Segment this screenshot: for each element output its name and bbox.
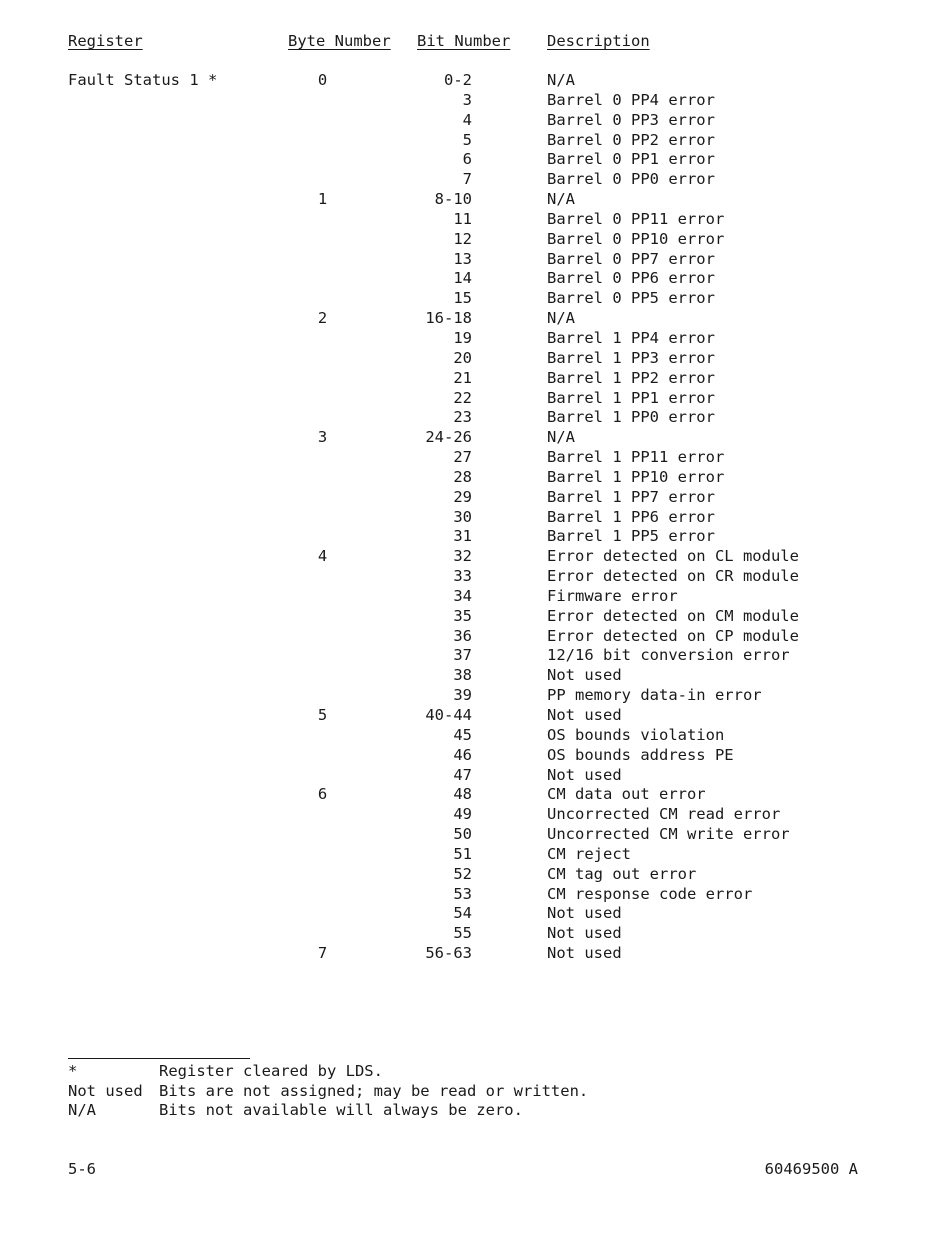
- bit-description: Barrel 1 PP7 error: [547, 487, 715, 506]
- bit-description: CM tag out error: [547, 864, 697, 883]
- bit-description: Error detected on CP module: [547, 626, 799, 645]
- bit-description: N/A: [547, 71, 575, 89]
- bit-description: Not used: [547, 924, 622, 943]
- table-row: [0, 369, 950, 389]
- bit-number: 39: [453, 686, 472, 705]
- bit-number: 50: [453, 825, 472, 844]
- bit-description: OS bounds address PE: [547, 745, 734, 764]
- bit-number: 47: [453, 765, 472, 784]
- bit-number: 55: [453, 924, 472, 943]
- bit-number: 14: [453, 269, 472, 288]
- bit-description: Barrel 0 PP0 error: [547, 170, 715, 189]
- bit-number: 37: [453, 646, 472, 665]
- footnote-text: Register cleared by LDS.: [159, 1062, 383, 1080]
- bit-description: N/A: [547, 428, 575, 447]
- byte-number: 2: [317, 309, 328, 328]
- table-row: [0, 845, 950, 865]
- table-row: [0, 865, 950, 885]
- table-row: [0, 547, 950, 567]
- bit-description: Barrel 0 PP4 error: [547, 90, 715, 109]
- bit-number: 56-63: [425, 944, 472, 963]
- byte-number: 7: [317, 944, 328, 963]
- table-row: [0, 71, 950, 91]
- table-row: [0, 468, 950, 488]
- bit-number: 5: [462, 130, 472, 149]
- bit-description: Firmware error: [547, 586, 678, 605]
- page-number: 5-6: [68, 1160, 96, 1178]
- footnote-key: Not used: [68, 1082, 143, 1100]
- table-row: [0, 706, 950, 726]
- bit-number: 30: [453, 507, 472, 526]
- byte-number: 1: [317, 190, 328, 209]
- bit-number: 13: [453, 249, 472, 268]
- table-row: [0, 289, 950, 309]
- table-row: [0, 527, 950, 547]
- bit-number: 33: [453, 567, 472, 586]
- byte-number: 3: [317, 428, 328, 447]
- bit-description: CM reject: [547, 844, 631, 863]
- table-row: [0, 924, 950, 944]
- bit-number: 46: [453, 745, 472, 764]
- bit-description: CM data out error: [547, 785, 706, 804]
- bit-description: Barrel 1 PP2 error: [547, 368, 715, 387]
- bit-number: 34: [453, 586, 472, 605]
- footnote-text: Bits not available will always be zero.: [159, 1101, 523, 1119]
- bit-description: Barrel 1 PP4 error: [547, 328, 715, 347]
- table-row: [0, 825, 950, 845]
- table-row: [0, 726, 950, 746]
- bit-description: Not used: [547, 666, 622, 685]
- bit-number: 20: [453, 348, 472, 367]
- table-row: [0, 686, 950, 706]
- bit-number: 3: [462, 90, 472, 109]
- register-bit-table: [0, 71, 950, 964]
- table-row: [0, 91, 950, 111]
- table-row: [0, 111, 950, 131]
- bit-number: 0-2: [444, 71, 472, 89]
- footnote-key: *: [68, 1062, 78, 1080]
- column-header-description: Description: [547, 32, 650, 50]
- bit-number: 36: [453, 626, 472, 645]
- table-row: [0, 646, 950, 666]
- bit-description: Error detected on CM module: [547, 606, 799, 625]
- bit-number: 35: [453, 606, 472, 625]
- bit-description: Uncorrected CM write error: [547, 825, 790, 844]
- table-row: [0, 944, 950, 964]
- table-row: [0, 567, 950, 587]
- bit-description: Barrel 0 PP1 error: [547, 150, 715, 169]
- column-header-bit-number: Bit Number: [417, 32, 511, 50]
- table-row: [0, 210, 950, 230]
- bit-description: Error detected on CR module: [547, 567, 799, 586]
- table-row: [0, 150, 950, 170]
- table-row: [0, 329, 950, 349]
- table-row: [0, 785, 950, 805]
- bit-number: 48: [453, 785, 472, 804]
- bit-description: Barrel 0 PP3 error: [547, 110, 715, 129]
- column-header-register: Register: [68, 32, 143, 50]
- table-row: [0, 269, 950, 289]
- bit-description: Barrel 1 PP11 error: [547, 448, 725, 467]
- bit-description: CM response code error: [547, 884, 753, 903]
- bit-number: 51: [453, 844, 472, 863]
- bit-number: 29: [453, 487, 472, 506]
- bit-number: 49: [453, 805, 472, 824]
- bit-description: Barrel 1 PP1 error: [547, 388, 715, 407]
- table-row: [0, 131, 950, 151]
- bit-description: Barrel 1 PP10 error: [547, 467, 725, 486]
- table-row: [0, 627, 950, 647]
- bit-description: Barrel 1 PP5 error: [547, 527, 715, 546]
- bit-number: 12: [453, 229, 472, 248]
- bit-number: 7: [462, 170, 472, 189]
- bit-description: Not used: [547, 765, 622, 784]
- document-number: 60469500 A: [764, 1160, 858, 1178]
- footnote-key: N/A: [68, 1101, 96, 1119]
- byte-number: 0: [317, 71, 328, 89]
- table-row: [0, 349, 950, 369]
- table-row: [0, 746, 950, 766]
- bit-description: OS bounds violation: [547, 725, 725, 744]
- bit-description: Barrel 0 PP10 error: [547, 229, 725, 248]
- register-name: Fault Status 1 *: [68, 71, 218, 89]
- bit-number: 19: [453, 328, 472, 347]
- table-row: [0, 488, 950, 508]
- footnote-text: Bits are not assigned; may be read or written.: [159, 1082, 589, 1100]
- table-row: [0, 805, 950, 825]
- table-row: [0, 766, 950, 786]
- table-row: [0, 389, 950, 409]
- table-row: [0, 904, 950, 924]
- bit-description: Not used: [547, 904, 622, 923]
- column-header-byte-number: Byte Number: [288, 32, 391, 50]
- bit-number: 45: [453, 725, 472, 744]
- table-row: [0, 607, 950, 627]
- byte-number: 5: [317, 706, 328, 724]
- bit-number: 32: [453, 547, 472, 566]
- footnote-divider: [68, 1058, 250, 1059]
- bit-number: 31: [453, 527, 472, 546]
- bit-number: 40-44: [425, 706, 472, 724]
- table-row: [0, 408, 950, 428]
- table-row: [0, 428, 950, 448]
- bit-description: Uncorrected CM read error: [547, 805, 781, 824]
- bit-number: 8-10: [434, 190, 472, 209]
- bit-number: 53: [453, 884, 472, 903]
- table-row: [0, 190, 950, 210]
- bit-description: Barrel 0 PP5 error: [547, 289, 715, 308]
- bit-number: 27: [453, 448, 472, 467]
- bit-number: 23: [453, 408, 472, 427]
- table-row: [0, 309, 950, 329]
- bit-number: 6: [462, 150, 472, 169]
- bit-description: N/A: [547, 309, 575, 328]
- bit-number: 4: [462, 110, 472, 129]
- table-row: [0, 230, 950, 250]
- bit-description: Barrel 0 PP2 error: [547, 130, 715, 149]
- bit-number: 16-18: [425, 309, 472, 328]
- bit-description: 12/16 bit conversion error: [547, 646, 790, 665]
- bit-description: N/A: [547, 190, 575, 209]
- bit-description: Barrel 0 PP7 error: [547, 249, 715, 268]
- bit-number: 15: [453, 289, 472, 308]
- byte-number: 6: [317, 785, 328, 804]
- table-row: [0, 250, 950, 270]
- bit-number: 24-26: [425, 428, 472, 447]
- table-row: [0, 587, 950, 607]
- bit-number: 11: [453, 209, 472, 228]
- bit-number: 54: [453, 904, 472, 923]
- table-row: [0, 666, 950, 686]
- table-row: [0, 170, 950, 190]
- bit-description: Barrel 1 PP3 error: [547, 348, 715, 367]
- bit-number: 22: [453, 388, 472, 407]
- bit-number: 28: [453, 467, 472, 486]
- table-row: [0, 508, 950, 528]
- byte-number: 4: [317, 547, 328, 566]
- table-row: [0, 448, 950, 468]
- bit-number: 52: [453, 864, 472, 883]
- table-row: [0, 885, 950, 905]
- bit-description: Barrel 1 PP0 error: [547, 408, 715, 427]
- bit-description: PP memory data-in error: [547, 686, 762, 705]
- bit-number: 21: [453, 368, 472, 387]
- bit-description: Barrel 0 PP11 error: [547, 209, 725, 228]
- bit-description: Barrel 1 PP6 error: [547, 507, 715, 526]
- bit-number: 38: [453, 666, 472, 685]
- bit-description: Not used: [547, 944, 622, 963]
- bit-description: Not used: [547, 706, 622, 724]
- bit-description: Error detected on CL module: [547, 547, 799, 566]
- bit-description: Barrel 0 PP6 error: [547, 269, 715, 288]
